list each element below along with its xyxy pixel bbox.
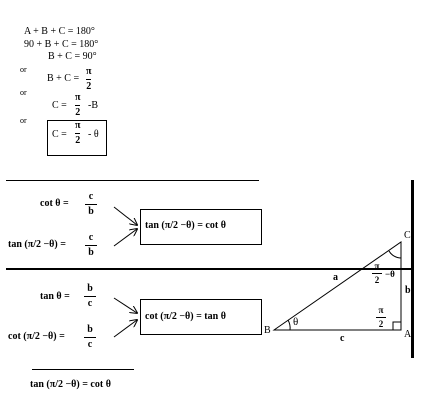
numerator: c bbox=[88, 232, 94, 243]
vertex-b-label: B bbox=[264, 325, 271, 336]
cot-theta-lhs: cot θ = bbox=[40, 198, 69, 209]
vertex-c-label: C bbox=[404, 230, 411, 241]
denominator: b bbox=[88, 206, 94, 217]
arrow-down-right-2 bbox=[114, 298, 137, 313]
denominator: c bbox=[87, 339, 93, 350]
denominator-two: 2 bbox=[75, 135, 81, 146]
angle-arc-b bbox=[288, 320, 290, 330]
arrow-up-right-2 bbox=[114, 320, 137, 337]
side-a-label: a bbox=[333, 272, 338, 283]
denominator: b bbox=[88, 247, 94, 258]
denominator: c bbox=[87, 298, 93, 309]
result-identity-2: cot (π/2 −θ) = tan θ bbox=[145, 311, 226, 322]
denominator-two: 2 bbox=[75, 107, 81, 118]
pi-symbol: π bbox=[378, 305, 384, 315]
c-equals-lhs: C = bbox=[52, 100, 67, 111]
footer-identity: tan (π/2 −θ) = cot θ bbox=[30, 379, 111, 390]
cot-complement-lhs: cot (π/2 −θ) = bbox=[8, 331, 65, 342]
angle-theta-label: θ bbox=[293, 316, 299, 328]
side-b-label: b bbox=[405, 285, 411, 296]
angle-sum-equation: A + B + C = 180° bbox=[24, 26, 95, 37]
right-angle-marker bbox=[393, 322, 401, 330]
arrow-down-right-1 bbox=[114, 207, 137, 225]
or-label-3: or bbox=[20, 116, 27, 125]
vertex-a-label: A bbox=[404, 329, 412, 340]
denominator-two: 2 bbox=[378, 319, 384, 329]
angle-c-fraction bbox=[372, 262, 382, 285]
tan-complement-lhs: tan (π/2 −θ) = bbox=[8, 239, 66, 250]
pi-symbol: π bbox=[75, 92, 81, 103]
side-c-label: c bbox=[340, 333, 345, 344]
numerator: b bbox=[87, 324, 93, 335]
numerator: b bbox=[87, 283, 93, 294]
minus-b: -B bbox=[88, 100, 98, 111]
or-label-2: or bbox=[20, 88, 27, 97]
minus-theta: - θ bbox=[88, 129, 99, 140]
pi-symbol: π bbox=[75, 120, 81, 131]
arrow-up-right-1 bbox=[114, 229, 137, 246]
or-label-1: or bbox=[20, 65, 27, 74]
angle-arc-c bbox=[389, 251, 401, 258]
denominator-two: 2 bbox=[86, 81, 92, 92]
angle-c-minus-theta: −θ bbox=[385, 269, 395, 279]
b-plus-c-lhs: B + C = bbox=[47, 73, 80, 84]
b-plus-c-equation: B + C = 90° bbox=[48, 51, 97, 62]
c-equals-lhs-boxed: C = bbox=[52, 129, 67, 140]
numerator: c bbox=[88, 191, 94, 202]
denominator-two: 2 bbox=[374, 275, 380, 285]
angle-a-fraction bbox=[376, 306, 386, 329]
result-identity-1: tan (π/2 −θ) = cot θ bbox=[145, 220, 226, 231]
angle-sum-substituted: 90 + B + C = 180° bbox=[24, 39, 99, 50]
tan-theta-lhs: tan θ = bbox=[40, 291, 70, 302]
pi-symbol: π bbox=[374, 261, 380, 271]
pi-symbol: π bbox=[86, 66, 92, 77]
